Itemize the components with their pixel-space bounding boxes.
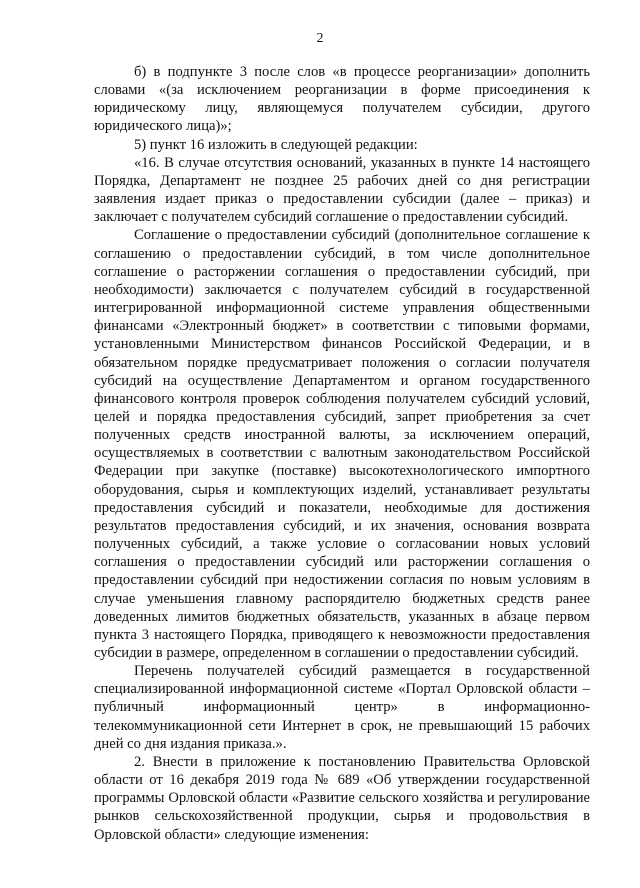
- paragraph-subpoint-b: б) в подпункте 3 после слов «в процессе реорганизации» дополнить словами «(за исключением реорганизации в форме присоединения к юридическому лицу, являющемуся получателем субсидии, другого юридического лица)»;: [94, 64, 590, 135]
- paragraph-recipients-list: Перечень получателей субсидий размещается в государственной специализированной информационной системе «Портал Орловской области – публичный информационный центр» в информационно-телекоммуникационной сети Интернет в срок, не превышающий 15 рабочих дней со дня издания приказа.».: [94, 663, 590, 752]
- paragraph-clause-16: «16. В случае отсутствия оснований, указанных в пункте 14 настоящего Порядка, Департамент не позднее 25 рабочих дней со дня регистрации заявления издает приказ о предоставлении субсидии (далее – приказ) и заключает с получателем субсидий соглашение о предоставлении субсидий.: [94, 154, 590, 226]
- paragraph-item-2: 2. Внести в приложение к постановлению Правительства Орловской области от 16 декабря 2019 года № 689 «Об утверждении государственной программы Орловской области «Развитие сельского хозяйства и регулирование рынков сельскохозяйственной продукции, сырья и продовольствия в Орловской области» следующие изменения:: [94, 753, 590, 843]
- page-number: 2: [316, 31, 324, 46]
- paragraph-point-5: 5) пункт 16 изложить в следующей редакции:: [134, 136, 418, 153]
- paragraph-subsidy-agreement: Соглашение о предоставлении субсидий (дополнительное соглашение к соглашению о предоставлении субсидий, в том числе дополнительное соглашение о расторжении соглашения о предоставлении субсидий, при необходимости) заключается с получателем субсидий в государственной интегрированной информационной системе управления общественными финансами «Электронный бюджет» в соответствии с типовыми формами, установленными Министерством финансов Российской Федерации, и в обязательном порядке предусматривает положения о согласии получателя субсидий на осуществление Департаментом и органом государственного финансового контроля проверок соблюдения получателем субсидий условий, целей и порядка предоставления субсидий, запрет приобретения за счет полученных средств иностранной валюты, за исключением операций, осуществляемых в соответствии с валютным законодательством Российской Федерации при закупке (поставке) высокотехнологического импортного оборудования, сырья и комплектующих изделий, устанавливает результаты предоставления субсидий и показатели, необходимые для достижения результатов предоставления субсидий, и их значения, основания возврата полученных субсидий, а также условие о согласовании новых условий соглашения о предоставлении субсидий или расторжении соглашения о предоставлении субсидий при недостижении согласия по новым условиям в случае уменьшения главному распорядителю бюджетных средств ранее доведенных лимитов бюджетных обязательств, указанных в абзаце первом пункта 3 настоящего Порядка, приводящего к невозможности предоставления субсидии в размере, определенном в соглашении о предоставлении субсидий.: [94, 227, 590, 661]
- document-body: [94, 63, 590, 844]
